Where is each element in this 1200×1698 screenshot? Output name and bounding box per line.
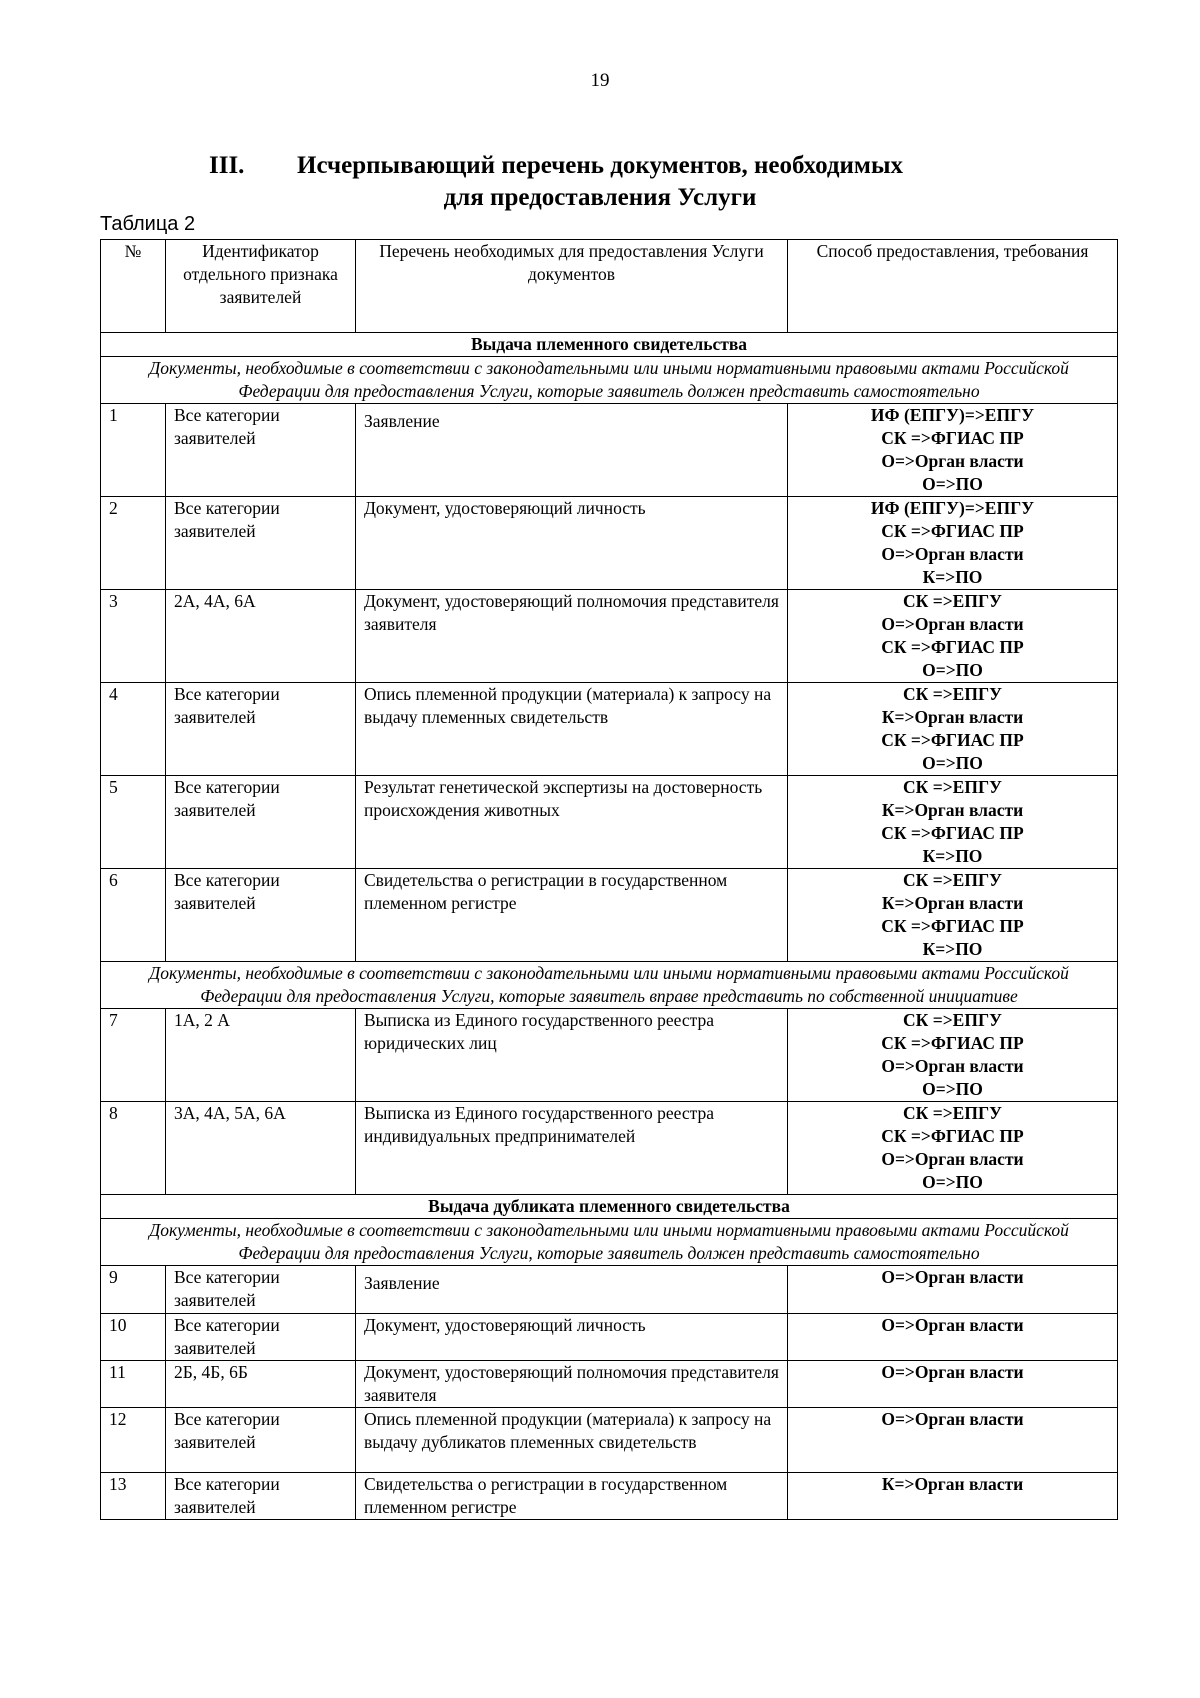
submission-methods (788, 1266, 1118, 1314)
row-number: 7 (101, 1009, 166, 1102)
applicant-identifier: Все категории заявителей (166, 497, 356, 590)
submission-method: ИФ (ЕПГУ)=>ЕПГУ (870, 405, 1035, 425)
submission-methods (788, 497, 1118, 590)
submission-method: СК =>ФГИАС ПР (881, 916, 1024, 936)
submission-method: О=>ПО (922, 1172, 983, 1192)
section-title: Выдача дубликата племенного свидетельства (101, 1195, 1118, 1219)
submission-methods (788, 590, 1118, 683)
section-title-row (101, 333, 1118, 357)
document-name: Заявление (356, 404, 788, 497)
table-row (101, 1473, 1118, 1520)
submission-method: СК =>ФГИАС ПР (881, 521, 1024, 541)
applicant-identifier: Все категории заявителей (166, 869, 356, 962)
submission-method: О=>ПО (922, 660, 983, 680)
table-row (101, 1361, 1118, 1408)
applicant-identifier: Все категории заявителей (166, 1314, 356, 1361)
submission-method: СК =>ФГИАС ПР (881, 428, 1024, 448)
submission-method: К=>Орган власти (881, 1474, 1024, 1494)
applicant-identifier: 1А, 2 А (166, 1009, 356, 1102)
section-number: III. (209, 152, 245, 179)
row-number: 5 (101, 776, 166, 869)
row-number: 11 (101, 1361, 166, 1408)
documents-table (100, 239, 1118, 1520)
document-name: Свидетельства о регистрации в государственном племенном регистре (356, 1473, 788, 1520)
document-name: Опись племенной продукции (материала) к запросу на выдачу дубликатов племенных свидетельств (356, 1408, 788, 1473)
submission-methods (788, 1361, 1118, 1408)
applicant-identifier: Все категории заявителей (166, 1473, 356, 1520)
submission-method: О=>Орган власти (881, 1056, 1024, 1076)
submission-method: О=>Орган власти (881, 1267, 1024, 1287)
section-title: Выдача племенного свидетельства (101, 333, 1118, 357)
submission-methods (788, 404, 1118, 497)
table-row (101, 683, 1118, 776)
table-caption: Таблица 2 (100, 213, 196, 235)
submission-method: СК =>ФГИАС ПР (881, 730, 1024, 750)
submission-method: СК =>ЕПГУ (903, 684, 1002, 704)
submission-methods (788, 1102, 1118, 1195)
document-name: Опись племенной продукции (материала) к запросу на выдачу племенных свидетельств (356, 683, 788, 776)
document-name: Свидетельства о регистрации в государственном племенном регистре (356, 869, 788, 962)
row-number: 1 (101, 404, 166, 497)
column-header-method: Способ предоставления, требования (788, 240, 1118, 333)
submission-method: К=>ПО (922, 567, 983, 587)
submission-method: СК =>ФГИАС ПР (881, 823, 1024, 843)
submission-methods (788, 869, 1118, 962)
table-header-row (101, 240, 1118, 333)
row-number: 3 (101, 590, 166, 683)
table-row (101, 1009, 1118, 1102)
submission-method: СК =>ФГИАС ПР (881, 1126, 1024, 1146)
row-number: 12 (101, 1408, 166, 1473)
table-row (101, 869, 1118, 962)
applicant-identifier: Все категории заявителей (166, 1266, 356, 1314)
table-row (101, 1102, 1118, 1195)
group-note: Документы, необходимые в соответствии с законодательными или иными нормативными правовыми актами Российской Федерации для предоставления Услуги, которые заявитель должен представить самостоятельно (101, 1219, 1118, 1266)
row-number: 10 (101, 1314, 166, 1361)
submission-method: О=>Орган власти (881, 1362, 1024, 1382)
applicant-identifier: 2А, 4А, 6А (166, 590, 356, 683)
group-note-row (101, 962, 1118, 1009)
section-title-row (101, 1195, 1118, 1219)
document-name: Документ, удостоверяющий полномочия представителя заявителя (356, 1361, 788, 1408)
submission-method: О=>Орган власти (881, 1409, 1024, 1429)
submission-method: СК =>ЕПГУ (903, 1010, 1002, 1030)
submission-methods (788, 1314, 1118, 1361)
submission-method: СК =>ЕПГУ (903, 591, 1002, 611)
row-number: 6 (101, 869, 166, 962)
group-note-row (101, 1219, 1118, 1266)
group-note: Документы, необходимые в соответствии с законодательными или иными нормативными правовыми актами Российской Федерации для предоставления Услуги, которые заявитель должен представить самостоятельно (101, 357, 1118, 404)
submission-methods (788, 1408, 1118, 1473)
submission-method: К=>Орган власти (881, 800, 1024, 820)
submission-method: О=>Орган власти (881, 1149, 1024, 1169)
page-number: 19 (590, 70, 610, 91)
group-note-row (101, 357, 1118, 404)
table-row (101, 404, 1118, 497)
row-number: 9 (101, 1266, 166, 1314)
column-header-number: № (101, 240, 166, 333)
column-header-documents: Перечень необходимых для предоставления Услуги документов (356, 240, 788, 333)
document-name: Документ, удостоверяющий личность (356, 497, 788, 590)
table-row (101, 1266, 1118, 1314)
submission-method: К=>ПО (922, 939, 983, 959)
submission-method: К=>Орган власти (881, 893, 1024, 913)
table-row (101, 1408, 1118, 1473)
submission-method: СК =>ЕПГУ (903, 870, 1002, 890)
submission-method: ИФ (ЕПГУ)=>ЕПГУ (870, 498, 1035, 518)
submission-method: О=>Орган власти (881, 451, 1024, 471)
submission-method: О=>Орган власти (881, 1315, 1024, 1335)
applicant-identifier: Все категории заявителей (166, 1408, 356, 1473)
submission-method: О=>ПО (922, 1079, 983, 1099)
submission-method: СК =>ЕПГУ (903, 777, 1002, 797)
table-row (101, 497, 1118, 590)
group-note: Документы, необходимые в соответствии с законодательными или иными нормативными правовыми актами Российской Федерации для предоставления Услуги, которые заявитель вправе представить по собственной инициативе (101, 962, 1118, 1009)
applicant-identifier: Все категории заявителей (166, 683, 356, 776)
applicant-identifier: 3А, 4А, 5А, 6А (166, 1102, 356, 1195)
submission-method: СК =>ЕПГУ (903, 1103, 1002, 1123)
submission-methods (788, 1009, 1118, 1102)
submission-methods (788, 683, 1118, 776)
document-name: Заявление (356, 1266, 788, 1314)
document-name: Выписка из Единого государственного реестра индивидуальных предпринимателей (356, 1102, 788, 1195)
submission-method: О=>Орган власти (881, 544, 1024, 564)
document-name: Результат генетической экспертизы на достоверность происхождения животных (356, 776, 788, 869)
submission-method: К=>ПО (922, 846, 983, 866)
row-number: 2 (101, 497, 166, 590)
document-name: Документ, удостоверяющий личность (356, 1314, 788, 1361)
submission-method: СК =>ФГИАС ПР (881, 1033, 1024, 1053)
submission-methods (788, 1473, 1118, 1520)
submission-method: СК =>ФГИАС ПР (881, 637, 1024, 657)
submission-method: О=>ПО (922, 474, 983, 494)
submission-methods (788, 776, 1118, 869)
section-title-line-1: Исчерпывающий перечень документов, необходимых (297, 152, 903, 179)
document-name: Выписка из Единого государственного реестра юридических лиц (356, 1009, 788, 1102)
submission-method: О=>ПО (922, 753, 983, 773)
submission-method: О=>Орган власти (881, 614, 1024, 634)
row-number: 13 (101, 1473, 166, 1520)
table-row (101, 590, 1118, 683)
table-row (101, 776, 1118, 869)
column-header-applicant-id: Идентификатор отдельного признака заявителей (166, 240, 356, 333)
applicant-identifier: Все категории заявителей (166, 776, 356, 869)
submission-method: К=>Орган власти (881, 707, 1024, 727)
section-title-line-2: для предоставления Услуги (443, 184, 757, 211)
row-number: 4 (101, 683, 166, 776)
document-name: Документ, удостоверяющий полномочия представителя заявителя (356, 590, 788, 683)
applicant-identifier: Все категории заявителей (166, 404, 356, 497)
table-row (101, 1314, 1118, 1361)
row-number: 8 (101, 1102, 166, 1195)
applicant-identifier: 2Б, 4Б, 6Б (166, 1361, 356, 1408)
